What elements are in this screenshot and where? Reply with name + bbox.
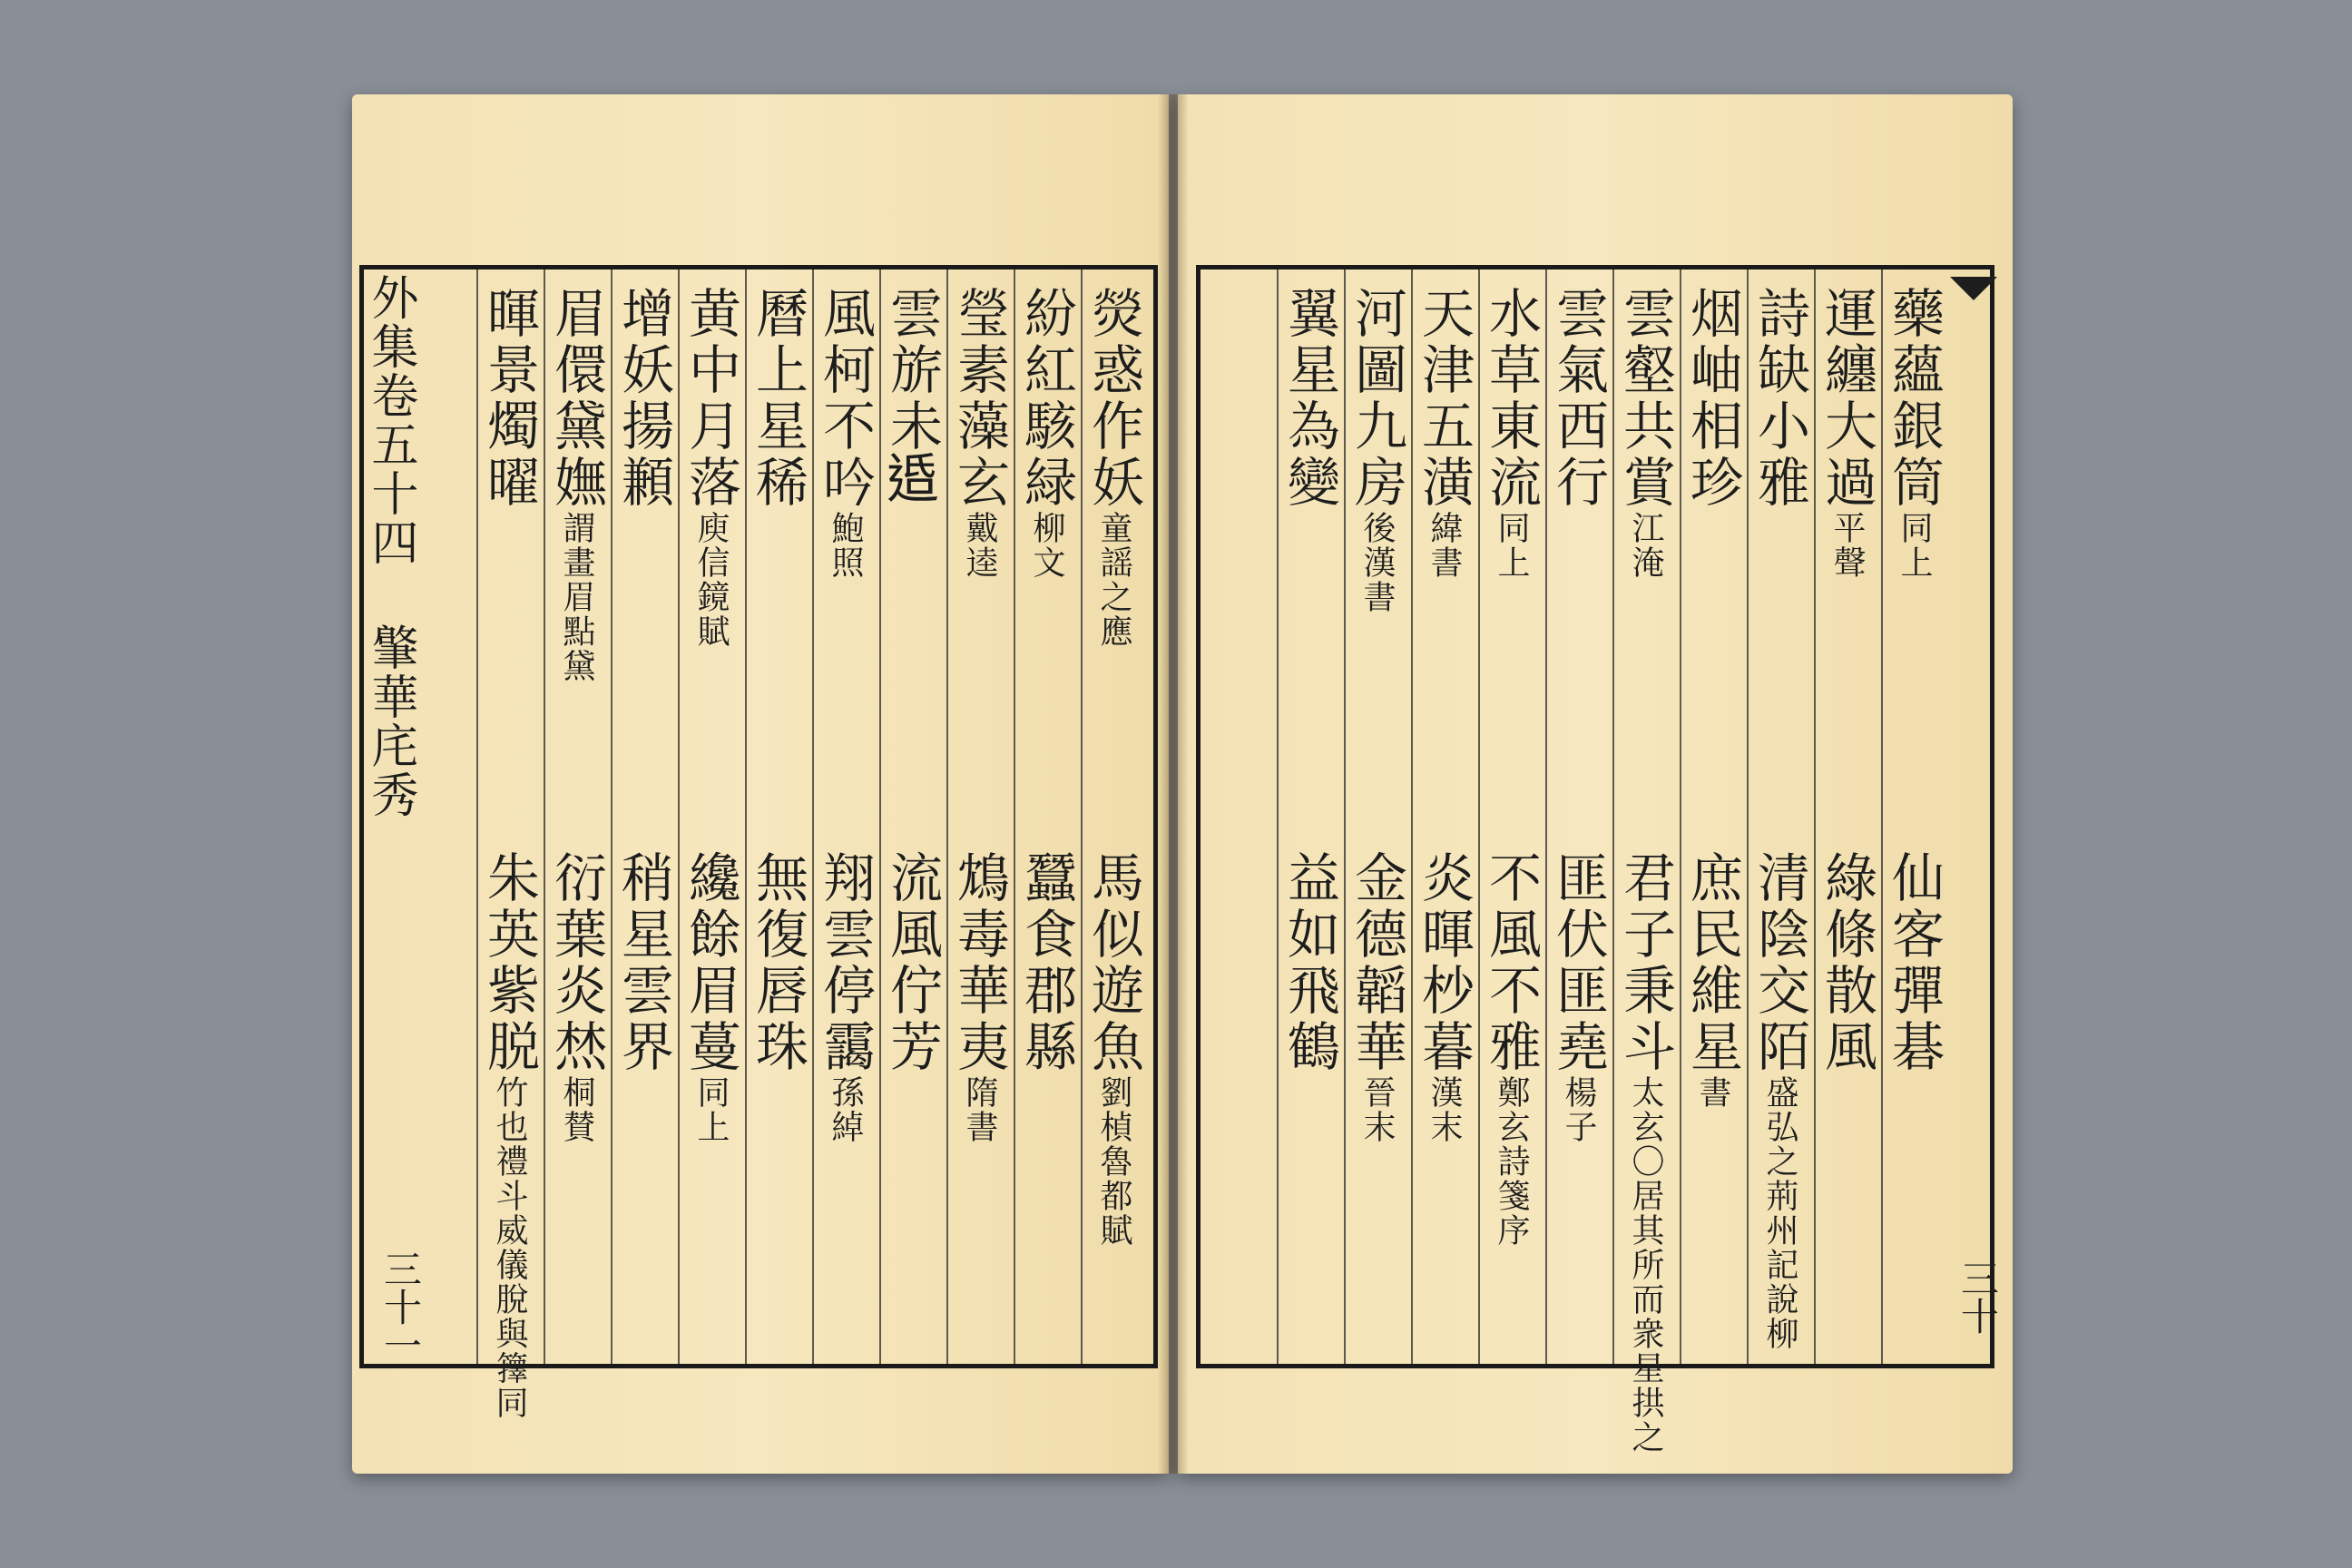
left-column-lower — [680, 850, 741, 1144]
left-column-upper — [1083, 286, 1144, 649]
left-column-upper — [478, 286, 540, 511]
entry-text: 君子秉斗 — [1614, 850, 1676, 1075]
entry-source-note: 鮑照 — [827, 511, 864, 580]
entry-text: 庶民維星 — [1681, 850, 1743, 1075]
fishtail-mark — [1950, 277, 1997, 300]
left-column-lower — [814, 850, 876, 1144]
entry-source-note: 江淹 — [1627, 511, 1664, 580]
left-column-lower — [612, 850, 674, 1075]
book-gutter — [1158, 94, 1189, 1474]
entry-source-note: 同上 — [692, 1075, 730, 1144]
entry-text: 翔雲停靄 — [814, 850, 876, 1075]
right-column-upper — [1279, 286, 1340, 511]
right-column-lower — [1480, 850, 1542, 1248]
open-book — [352, 94, 2013, 1474]
left-column-upper — [680, 286, 741, 649]
entry-text: 翼星為變 — [1279, 286, 1340, 511]
entry-text: 無復唇珠 — [747, 850, 808, 1075]
folio-right: 三十 — [1955, 1259, 2000, 1335]
right-column-upper — [1681, 286, 1743, 511]
folio-left: 三十一 — [378, 1250, 423, 1364]
right-column-upper — [1749, 286, 1810, 511]
entry-text: 金德韜華 — [1346, 850, 1407, 1075]
entry-text: 清陰交陌 — [1749, 850, 1810, 1075]
entry-source-note: 戴逵 — [961, 511, 998, 580]
left-column-upper — [814, 286, 876, 580]
margin-section: 𦘦華㡯秀 — [363, 623, 417, 819]
entry-text: 雲壑共賞 — [1614, 286, 1676, 511]
entry-source-note: 漢末 — [1426, 1075, 1463, 1144]
right-column-lower — [1279, 850, 1340, 1075]
left-column-lower — [545, 850, 607, 1144]
entry-source-note: 童謡之應 — [1095, 511, 1132, 649]
right-column-upper — [1413, 286, 1475, 580]
entry-text: 馬似遊魚 — [1083, 850, 1144, 1075]
right-column-upper — [1883, 286, 1945, 580]
left-column-upper — [948, 286, 1010, 580]
entry-source-note: 緯書 — [1426, 511, 1463, 580]
entry-text: 詩缺小雅 — [1749, 286, 1810, 511]
entry-source-note: 隋書 — [961, 1075, 998, 1144]
entry-source-note: 桐賛 — [558, 1075, 595, 1144]
entry-source-note: 庾信鏡賦 — [692, 511, 730, 649]
entry-text: 雲氣西行 — [1547, 286, 1609, 511]
entry-text: 鴆毒華夷 — [948, 850, 1010, 1075]
entry-text: 黄中月落 — [680, 286, 741, 511]
left-column-lower — [881, 850, 943, 1075]
entry-source-note: 晉末 — [1358, 1075, 1396, 1144]
entry-text: 眉儇黛嫵 — [545, 286, 607, 511]
right-column-upper — [1346, 286, 1407, 614]
entry-source-note: 楊子 — [1560, 1075, 1597, 1144]
right-page-frame — [1196, 265, 2000, 1455]
entry-text: 雲旂未𨓈 — [881, 286, 943, 511]
left-column-upper — [545, 286, 607, 683]
entry-source-note: 同上 — [1896, 511, 1933, 580]
right-column-lower — [1614, 850, 1676, 1455]
entry-text: 炎暉杪暮 — [1413, 850, 1475, 1075]
entry-text: 天津五潢 — [1413, 286, 1475, 511]
margin-title: 外集卷五十四 — [363, 273, 417, 567]
entry-source-note: 盛弘之荊州記說柳 — [1761, 1075, 1798, 1351]
entry-source-note: 劉楨魯都賦 — [1095, 1075, 1132, 1248]
entry-text: 匪伏匪堯 — [1547, 850, 1609, 1075]
left-page-frame — [359, 265, 1158, 1420]
left-column-lower — [1083, 850, 1144, 1248]
entry-text: 藥蘊銀筒 — [1883, 286, 1945, 511]
left-column-upper — [1015, 286, 1077, 580]
left-column-upper — [747, 286, 808, 511]
entry-text: 瑩素藻玄 — [948, 286, 1010, 511]
left-column-upper — [881, 286, 943, 511]
right-column-lower — [1816, 850, 1877, 1075]
right-column-lower — [1413, 850, 1475, 1144]
right-column-lower — [1547, 850, 1609, 1144]
left-column-lower — [747, 850, 808, 1075]
entry-text: 流風佇芳 — [881, 850, 943, 1075]
entry-text: 曆上星稀 — [747, 286, 808, 511]
entry-source-note: 後漢書 — [1358, 511, 1396, 614]
left-page — [352, 94, 1169, 1474]
entry-source-note: 鄭玄詩箋序 — [1493, 1075, 1530, 1248]
entry-text: 衍葉炎㷊 — [545, 850, 607, 1075]
entry-text: 暉景燭曜 — [478, 286, 540, 511]
entry-text: 蠶食郡縣 — [1015, 850, 1077, 1075]
entry-text: 不風不雅 — [1480, 850, 1542, 1075]
left-column-upper — [612, 286, 674, 511]
entry-text: 益如飛鶴 — [1279, 850, 1340, 1075]
entry-source-note: 柳文 — [1028, 511, 1065, 580]
right-column-upper — [1816, 286, 1877, 580]
entry-source-note: 平聲 — [1828, 511, 1866, 580]
right-column-lower — [1681, 850, 1743, 1110]
entry-text: 稍星雲界 — [612, 850, 674, 1075]
entry-text: 綠條散風 — [1816, 850, 1877, 1075]
entry-text: 紛紅駭緑 — [1015, 286, 1077, 511]
left-column-lower — [948, 850, 1010, 1144]
entry-text: 烟岫相珍 — [1681, 286, 1743, 511]
left-column-lower — [478, 850, 540, 1420]
entry-source-note: 竹也禮斗威儀脫與籜同 — [491, 1075, 528, 1420]
right-column-upper — [1547, 286, 1609, 511]
entry-text: 熒惑作妖 — [1083, 286, 1144, 511]
right-column-lower — [1749, 850, 1810, 1351]
left-column-lower — [1015, 850, 1077, 1075]
right-column-upper — [1614, 286, 1676, 580]
right-page — [1178, 94, 2013, 1474]
entry-source-note: 同上 — [1493, 511, 1530, 580]
entry-text: 朱英紫脱 — [478, 850, 540, 1075]
entry-text: 風柯不吟 — [814, 286, 876, 511]
right-column-lower — [1346, 850, 1407, 1144]
right-column-upper — [1480, 286, 1542, 580]
right-column-lower — [1883, 850, 1945, 1075]
entry-source-note: 書 — [1694, 1075, 1731, 1110]
entry-source-note: 太玄〇居其所而衆星拱之 — [1627, 1075, 1664, 1455]
entry-text: 河圖九房 — [1346, 286, 1407, 511]
entry-text: 仙客彈碁 — [1883, 850, 1945, 1075]
entry-source-note: 謂畫眉點黛 — [558, 511, 595, 683]
entry-text: 水草東流 — [1480, 286, 1542, 511]
entry-text: 增妖揚䫡 — [612, 286, 674, 511]
entry-source-note: 孫綽 — [827, 1075, 864, 1144]
entry-text: 纔餘眉蔓 — [680, 850, 741, 1075]
entry-text: 運纏大過 — [1816, 286, 1877, 511]
